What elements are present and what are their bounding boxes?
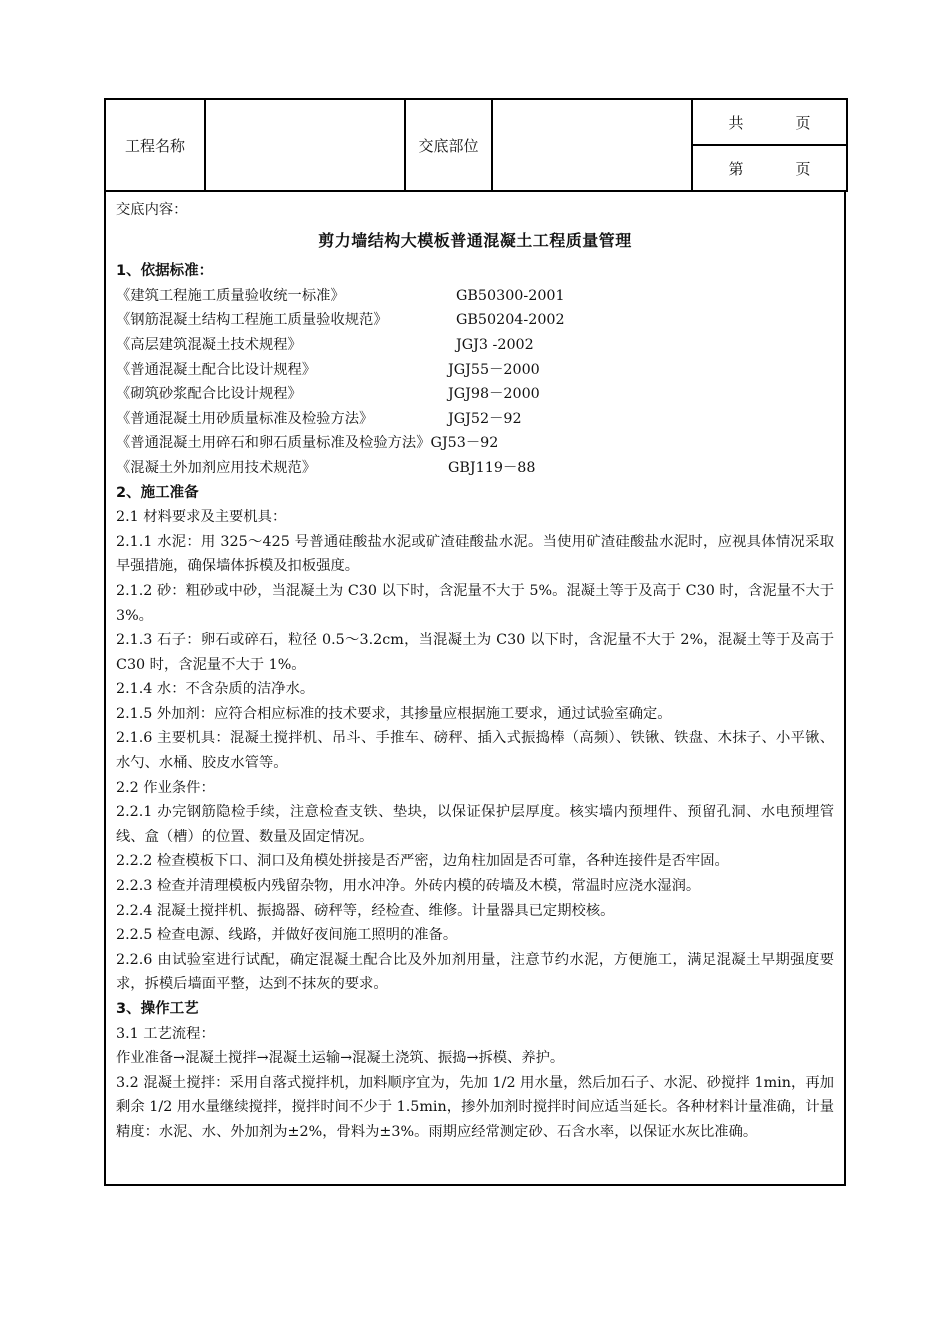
total-pages-right: 页 <box>795 113 811 132</box>
page-number-cell <box>692 145 847 191</box>
clause-2-1-5: 2.1.5 外加剂：应符合相应标准的技术要求，其掺量应根据施工要求，通过试验室确定。 <box>116 705 672 722</box>
page-number-left: 第 <box>728 159 744 178</box>
clause-3-1: 3.1 工艺流程： <box>116 1025 215 1042</box>
document-title: 剪力墙结构大模板普通混凝土工程质量管理 <box>318 230 632 250</box>
standard-item: 《高层建筑混凝土技术规程》 JGJ3 -2002 <box>116 336 534 353</box>
clause-2-2-1: 2.2.1 办完钢筋隐检手续，注意检查支铁、垫块，以保证保护层厚度。核实墙内预埋件、预留孔洞、水电预埋管线、盒（槽）的位置、数量及固定情况。 <box>116 804 834 845</box>
clause-2-2-2: 2.2.2 检查模板下口、洞口及角模处拼接是否严密，边角柱加固是否可靠，各种连接件是否牢固。 <box>116 853 729 870</box>
section3-heading: 3、操作工艺 <box>116 1001 199 1017</box>
process-flow: 作业准备→混凝土搅拌→混凝土运输→混凝土浇筑、振捣→拆模、养护。 <box>116 1050 565 1067</box>
clause-3-2: 3.2 混凝土搅拌：采用自落式搅拌机，加料顺序宜为，先加 1/2 用水量，然后加石子、水泥、砂搅拌 1min，再加剩余 1/2 用水量继续搅拌，搅拌时间不少于 1.5min，掺外加剂时搅拌时间应适当延长。各种材料计量准确，计量精度：水泥、水、外加剂为±2%，骨料为±3%。雨期应经常测定砂、石含水率，以保证水灰比准确。 <box>116 1074 834 1140</box>
intro-label: 交底内容： <box>116 202 188 218</box>
standard-item: 《钢筋混凝土结构工程施工质量验收规范》 GB50204-2002 <box>116 312 565 329</box>
location-value[interactable] <box>492 99 692 191</box>
page-number-right: 页 <box>795 159 811 178</box>
clause-2-1-3: 2.1.3 石子：卵石或碎石，粒径 0.5～3.2cm，当混凝土为 C30 以下时，含泥量不大于 2%，混凝土等于及高于 C30 时，含泥量不大于 1%。 <box>116 632 834 673</box>
clause-2-2-4: 2.2.4 混凝土搅拌机、振捣器、磅秤等，经检查、维修。计量器具已定期校核。 <box>116 902 615 919</box>
clause-2-2-5: 2.2.5 检查电源、线路，并做好夜间施工照明的准备。 <box>116 927 458 944</box>
standard-item: 《建筑工程施工质量验收统一标准》 GB50300-2001 <box>116 287 565 304</box>
clause-2-1-6: 2.1.6 主要机具：混凝土搅拌机、吊斗、手推车、磅秤、插入式振捣棒（高频）、铁锹、铁盘、木抹子、小平锹、水勺、水桶、胶皮水管等。 <box>116 730 834 772</box>
clause-2-1-2: 2.1.2 砂：粗砂或中砂，当混凝土为 C30 以下时，含泥量不大于 5%。混凝土等于及高于 C30 时，含泥量不大于 3%。 <box>116 582 834 624</box>
project-name-value[interactable] <box>205 99 405 191</box>
standard-item: 《普通混凝土用砂质量标准及检验方法》 JGJ52－92 <box>116 410 522 427</box>
section2-heading: 2、施工准备 <box>116 484 199 501</box>
total-pages-cell <box>692 99 847 145</box>
project-name-label: 工程名称 <box>105 99 205 191</box>
disclosure-sheet <box>104 98 846 1186</box>
clause-2-2: 2.2 作业条件： <box>116 779 215 796</box>
section1-heading: 1、依据标准： <box>116 263 214 280</box>
clause-2-1-1: 2.1.1 水泥：用 325～425 号普通硅酸盐水泥或矿渣硅酸盐水泥。当使用矿渣硅酸盐水泥时，应视具体情况采取早强措施，确保墙体拆模及扣板强度。 <box>116 533 834 575</box>
clause-2-1: 2.1 材料要求及主要机具： <box>116 509 287 526</box>
clause-2-2-6: 2.2.6 由试验室进行试配，确定混凝土配合比及外加剂用量，注意节约水泥，方便施工，满足混凝土早期强度要求，拆模后墙面平整，达到不抹灰的要求。 <box>116 951 834 993</box>
standard-item: 《砌筑砂浆配合比设计规程》 JGJ98－2000 <box>116 386 540 403</box>
standard-item: 《普通混凝土配合比设计规程》 JGJ55－2000 <box>116 361 540 378</box>
standard-item: 《混凝土外加剂应用技术规范》 GBJ119－88 <box>116 459 536 476</box>
total-pages-left: 共 <box>728 113 744 132</box>
clause-2-1-4: 2.1.4 水：不含杂质的洁净水。 <box>116 681 315 698</box>
standard-item: 《普通混凝土用碎石和卵石质量标准及检验方法》 GJ53－92 <box>116 435 499 452</box>
header-table <box>104 98 848 192</box>
disclosure-content <box>104 192 846 1186</box>
location-label: 交底部位 <box>405 99 492 191</box>
clause-2-2-3: 2.2.3 检查并清理模板内残留杂物，用水冲净。外砖内模的砖墙及木模，常温时应浇水湿润。 <box>116 878 701 895</box>
standards-list <box>116 284 834 481</box>
